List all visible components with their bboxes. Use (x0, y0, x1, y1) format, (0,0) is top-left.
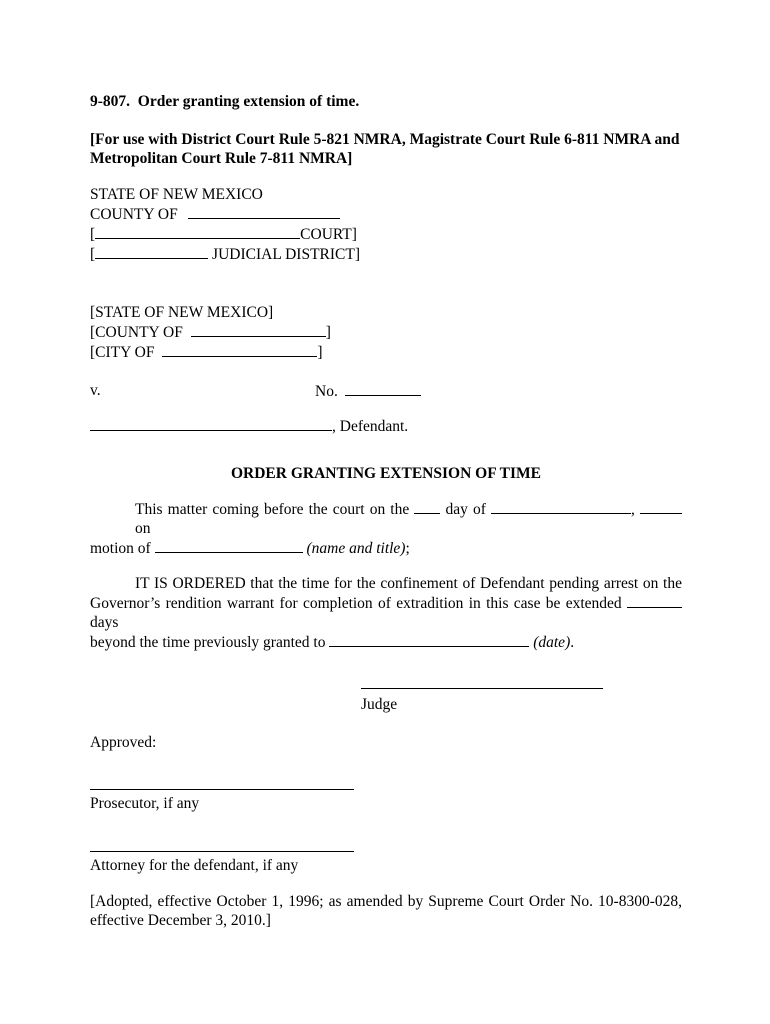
paragraph-ordered (90, 574, 682, 652)
ordered-text-3a: beyond the time previously granted to (90, 634, 326, 651)
prosecutor-signature-block (90, 789, 354, 813)
caption-block-metro (90, 303, 682, 362)
district-label: JUDICIAL DISTRICT] (212, 246, 361, 263)
attorney-signature-line[interactable] (90, 851, 354, 852)
ordered-line-3 (90, 632, 682, 652)
case-number-field[interactable] (345, 381, 421, 396)
date-hint: (date) (533, 634, 571, 651)
paragraph-motion (90, 499, 682, 558)
caption-district-row (90, 244, 682, 264)
prosecutor-signature-line[interactable] (90, 789, 354, 790)
motion-text-2: day of (445, 501, 486, 518)
attorney-signature-block (90, 851, 354, 875)
court-open-bracket: [ (90, 226, 96, 243)
movant-field[interactable] (155, 538, 303, 553)
judge-signature-line[interactable] (361, 688, 603, 689)
form-page (90, 92, 682, 930)
caption-state-alt: [STATE OF NEW MEXICO] (90, 304, 274, 321)
motion-comma: , (631, 501, 635, 518)
county-alt-field[interactable] (191, 322, 326, 337)
prosecutor-label: Prosecutor, if any (90, 795, 200, 812)
rule-heading (90, 92, 682, 111)
caption-state: STATE OF NEW MEXICO (90, 186, 263, 203)
city-close: ] (317, 344, 323, 361)
ordered-text-2a: Governor’s rendition warrant for completion of extradition in this case be extended (90, 595, 622, 612)
order-title: ORDER GRANTING EXTENSION OF TIME (230, 465, 542, 482)
motion-line-1 (90, 499, 682, 538)
history-note: [Adopted, effective October 1, 1996; as amended by Supreme Court Order No. 10-8300-028, effective December 3, 2010.] (90, 893, 682, 929)
court-field[interactable] (95, 224, 300, 239)
rule-title: Order granting extension of time. (137, 93, 360, 110)
county-alt-close: ] (325, 324, 331, 341)
attorney-label: Attorney for the defendant, if any (90, 857, 299, 874)
ordered-days-label: days (90, 614, 119, 631)
court-label: COURT] (300, 226, 357, 243)
caption-county-row (90, 204, 682, 224)
ordered-line-2 (90, 593, 682, 632)
year-field[interactable] (640, 499, 682, 514)
motion-end: ; (405, 540, 410, 557)
day-field[interactable] (414, 499, 440, 514)
motion-text-on: on (135, 520, 151, 537)
motion-line-2 (90, 538, 682, 558)
judge-label: Judge (361, 696, 398, 713)
judge-signature-block (361, 688, 603, 714)
county-field[interactable] (188, 204, 340, 219)
case-number (315, 381, 421, 401)
days-field[interactable] (627, 593, 682, 608)
district-field[interactable] (95, 244, 208, 259)
defendant-name-field[interactable] (90, 416, 332, 431)
motion-text-1: This matter coming before the court on the (135, 501, 410, 518)
versus-row (90, 381, 682, 400)
motion-of-label: motion of (90, 540, 151, 557)
caption-city-row (90, 342, 682, 362)
district-open-bracket: [ (90, 246, 96, 263)
month-field[interactable] (491, 499, 631, 514)
caption-court-row (90, 224, 682, 244)
ordered-line-1: IT IS ORDERED that the time for the confinement of Defendant pending arrest on the (135, 575, 682, 592)
caption-county-alt-row (90, 322, 682, 342)
defendant-label: , Defendant. (332, 418, 409, 435)
city-field[interactable] (162, 342, 317, 357)
defendant-row (90, 416, 682, 436)
usage-note: [For use with District Court Rule 5-821 NMRA, Magistrate Court Rule 6-811 NMRA and Metropolitan Court Rule 7-811 NMRA] (90, 131, 680, 167)
approved-label: Approved: (90, 734, 157, 751)
county-alt-label: [COUNTY OF (90, 324, 183, 341)
county-label: COUNTY OF (90, 206, 178, 223)
granted-date-field[interactable] (329, 632, 529, 647)
versus-label: v. (90, 382, 101, 399)
name-title-hint: (name and title) (306, 540, 406, 557)
case-number-label: No. (315, 383, 338, 400)
ordered-end: . (570, 634, 575, 651)
city-label: [CITY OF (90, 344, 155, 361)
rule-number: 9-807. (90, 93, 131, 110)
caption-block-district (90, 185, 682, 264)
